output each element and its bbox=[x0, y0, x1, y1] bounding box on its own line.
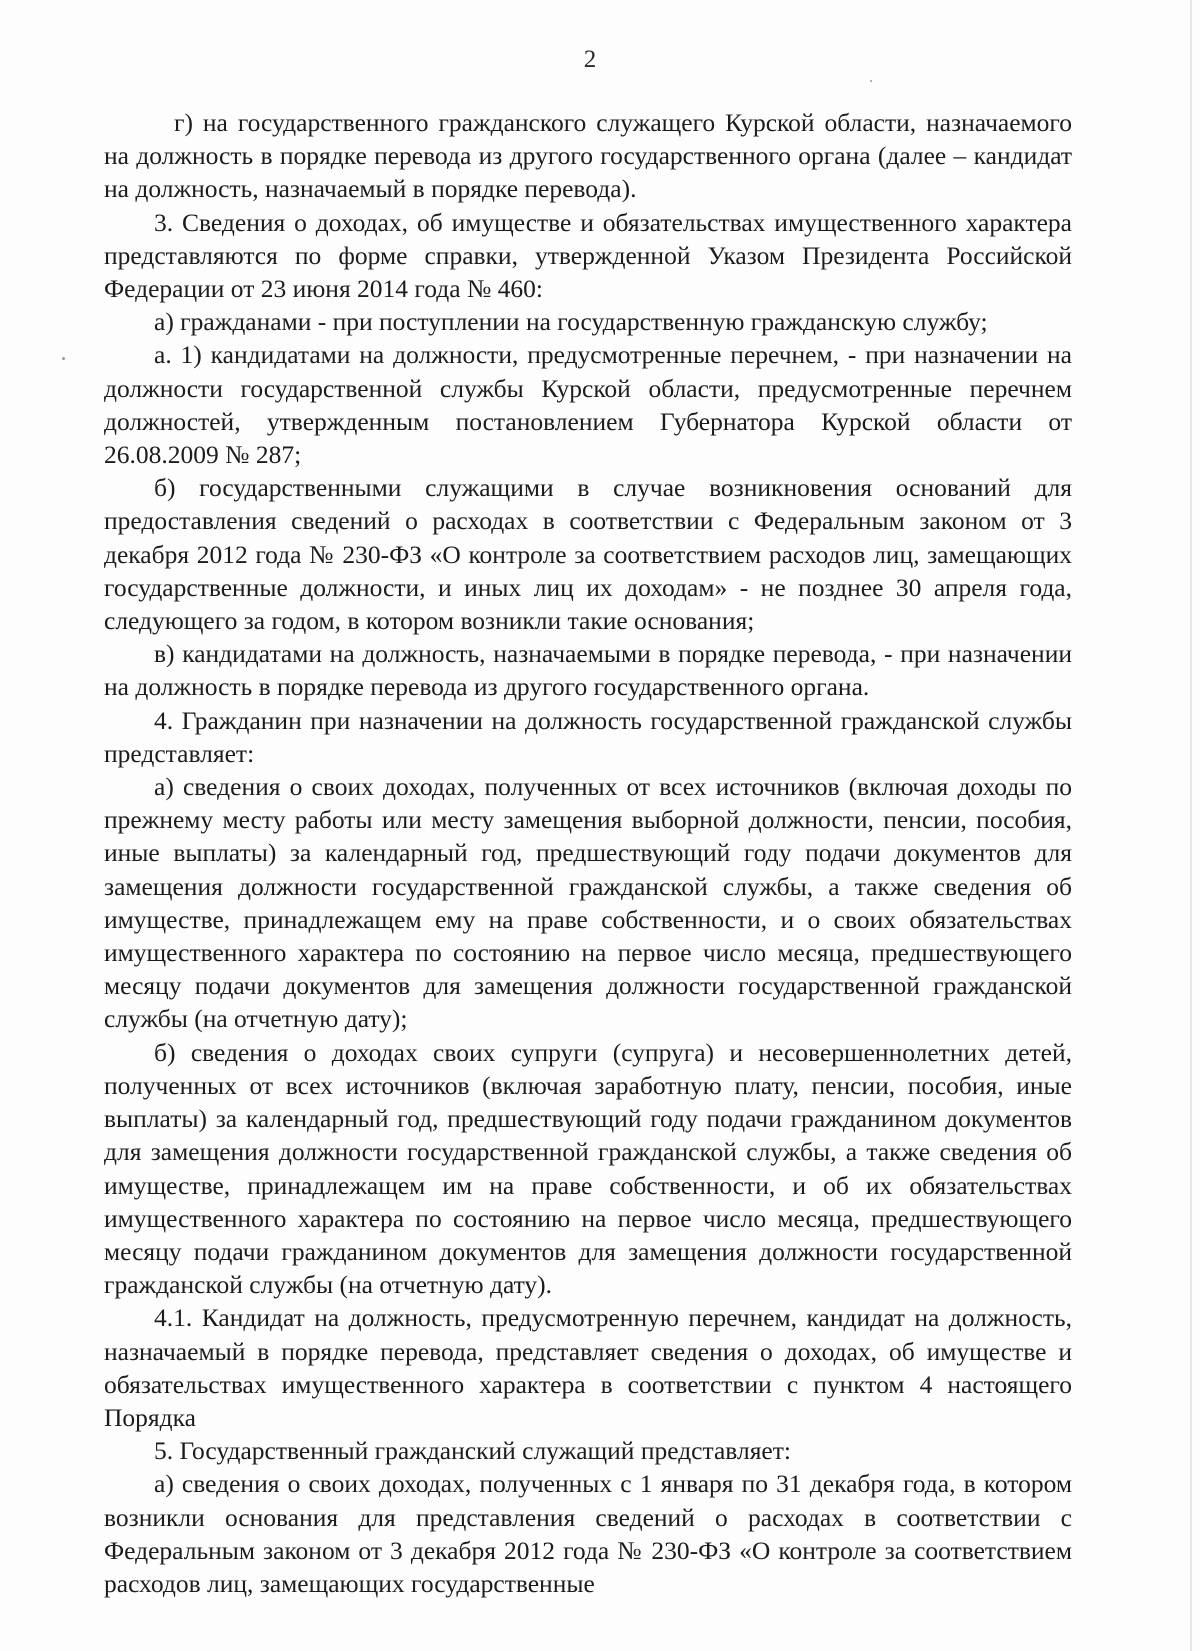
page-edge-shadow bbox=[1190, 0, 1192, 1651]
paragraph-5a: а) сведения о своих доходах, полученных с 1 января по 31 декабря года, в котором возникли основания для представления сведений о расходах в соответствии с Федеральным законом от 3 декабря 2012 года № 230-ФЗ «О контроле за соответствием расходов лиц, замещающих государственные bbox=[104, 1469, 1072, 1598]
page-number: 2 bbox=[583, 46, 597, 73]
scan-speck bbox=[870, 80, 872, 82]
paragraph-3g: г) на государственного гражданского служащего Курской области, назначаемого на должность в порядке перевода из другого государственного органа (далее – кандидат на должность, назначаемый в порядке перевода). bbox=[104, 108, 1072, 204]
paragraph-3a1: а. 1) кандидатами на должности, предусмотренные перечнем, - при назначении на должности государственной службы Курской области, предусмотренные перечнем должностей, утвержденным постановлением Губернатора Курской области от 26.08.2009 № 287; bbox=[104, 340, 1072, 470]
paragraph-3: 3. Сведения о доходах, об имуществе и обязательствах имущественного характера представляются по форме справки, утвержденной Указом Президента Российской Федерации от 23 июня 2014 года № 460: bbox=[104, 207, 1072, 304]
document-body bbox=[104, 106, 1072, 1600]
paragraph-5: 5. Государственный гражданский служащий представляет: bbox=[154, 1436, 791, 1466]
scan-speck bbox=[62, 357, 65, 360]
paragraph-4-1: 4.1. Кандидат на должность, предусмотренную перечнем, кандидат на должность, назначаемый в порядке перевода, представляет сведения о доходах, об имуществе и обязательствах имущественного характера в соответствии с пунктом 4 настоящего Порядка bbox=[104, 1303, 1072, 1432]
paragraph-3a: а) гражданами - при поступлении на государственную гражданскую службу; bbox=[154, 307, 988, 337]
paragraph-4b: б) сведения о доходах своих супруги (супруга) и несовершеннолетних детей, полученных от всех источников (включая заработную плату, пенсии, пособия, иные выплаты) за календарный год, предшествующий году подачи гражданином документов для замещения должности государственной гражданской службы, а также сведения об имуществе, принадлежащем им на праве собственности, и об их обязательствах имущественного характера по состоянию на первое число месяца, предшествующего месяцу подачи гражданином документов для замещения должности государственной гражданской службы (на отчетную дату). bbox=[104, 1037, 1072, 1300]
paragraph-3b: б) государственными служащими в случае возникновения оснований для предоставления сведений о расходах в соответствии с Федеральным законом от 3 декабря 2012 года № 230-ФЗ «О контроле за соответствием расходов лиц, замещающих государственные должности, и иных лиц их доходам» - не позднее 30 апреля года, следующего за годом, в котором возникли такие основания; bbox=[104, 473, 1072, 636]
paragraph-4a: а) сведения о своих доходах, полученных от всех источников (включая доходы по прежнему месту работы или месту замещения выборной должности, пенсии, пособия, иные выплаты) за календарный год, предшествующий году подачи документов для замещения должности государственной гражданской службы, а также сведения об имуществе, принадлежащем ему на праве собственности, и о своих обязательствах имущественного характера по состоянию на первое число месяца, предшествующего месяцу подачи документов для замещения должности государственной гражданской службы (на отчетную дату); bbox=[104, 772, 1072, 1034]
paragraph-4: 4. Гражданин при назначении на должность государственной гражданской службы представляет: bbox=[104, 705, 1072, 768]
paragraph-3v: в) кандидатами на должность, назначаемыми в порядке перевода, - при назначении на должность в порядке перевода из другого государственного органа. bbox=[104, 639, 1072, 702]
